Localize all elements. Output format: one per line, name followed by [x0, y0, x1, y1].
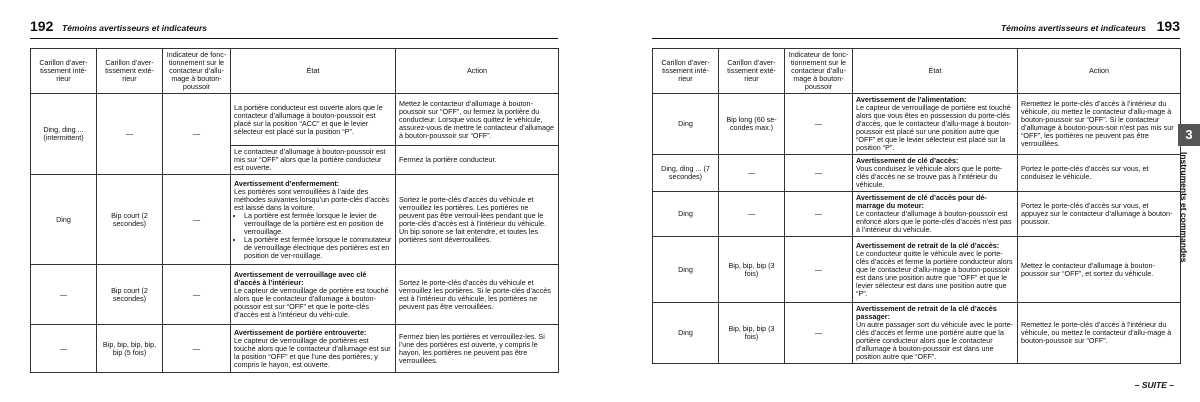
etat-title: Avertissement de portière entrouverte: [234, 327, 367, 337]
continued-footer: – SUITE – [1134, 380, 1174, 390]
etat-text: Le capteur de verrouillage de portières est touché alors que le contacteur d’allumage est sur la position “OFF” et que l’une des portières, y compris le hayon, est ouverte. [234, 335, 391, 369]
table-row [31, 265, 559, 325]
cell-exterior: — [719, 155, 785, 192]
col-header-etat: État [231, 49, 396, 94]
cell-indicator: — [163, 325, 231, 373]
cell-indicator: — [785, 192, 853, 237]
cell-indicator: — [785, 155, 853, 192]
page-header [652, 20, 1180, 39]
header-title: Témoins avertisseurs et indicateurs [62, 23, 208, 33]
col-header-exterior: Carillon d’aver-tissement exté-rieur [97, 49, 163, 94]
etat-title: Avertissement de retrait de la clé d’accès passager: [856, 304, 997, 321]
cell-action: Remettez le porte-clés d’accès à l’intérieur du véhicule, ou mettez le contacteur d’allu-mage à bouton-poussoir sur “OFF”. Si le contacteur d’allumage à bouton-pous-soir n’est pas mis sur “OFF”, les portières ne peuvent pas être verrouillées. [1018, 94, 1181, 155]
etat-title: Avertissement de verrouillage avec clé d’accès à l’intérieur: [234, 269, 367, 287]
cell-etat [853, 303, 1018, 364]
list-item: • La portière est fermée lorsque le commutateur de verrouillage électrique des portières est en position de ver-rouillage. [244, 236, 392, 260]
cell-interior: Ding [653, 94, 719, 155]
etat-text: Le capteur de verrouillage de portière est touché alors que vous êtes en possession du porte-clés d’accès, que le contacteur d’allu-mage à bouton-poussoir est placé sur une position autre que “OFF” et que le levier sélecteur est placé sur la position “P”. [856, 103, 1012, 152]
cell-exterior: Bip court (2 secondes) [97, 175, 163, 265]
etat-title: Avertissement d’enfermement: [234, 178, 340, 188]
chapter-tab: 3 [1178, 124, 1200, 146]
etat-text: Le capteur de verrouillage de portière est touché alors que le contacteur d’allumage à bouton-poussoir est sur “OFF” et que le porte-clés d’accès est à l’intérieur du véhi-cule. [234, 285, 389, 319]
cell-interior: Ding, ding ... (7 secondes) [653, 155, 719, 192]
cell-indicator: — [163, 265, 231, 325]
cell-exterior: Bip long (60 se-condes max.) [719, 94, 785, 155]
etat-text: Le conducteur quitte le véhicule avec le porte-clés d’accès et ferme la portière conducteur alors que le contacteur d’allu-mage à bouton-poussoir est dans une position autre que “OFF” et que le levier sélecteur est dans une position autre que “P”. [856, 248, 1013, 298]
cell-interior: Ding [653, 303, 719, 364]
cell-action: Sortez le porte-clés d’accès du véhicule et verrouillez les portières. Les portières ne peuvent pas être verrouil-lées pendant que le porte-clés d’accès est à l’intérieur du véhicule. Un bip sonore se fait entendre, et toutes les portières sont déverrouillées. [396, 175, 559, 265]
cell-indicator: — [785, 237, 853, 303]
etat-title: Avertissement de clé d’accès: [856, 156, 959, 165]
table-row [653, 94, 1181, 155]
table-row [653, 237, 1181, 303]
table-header-row [31, 49, 559, 94]
cell-etat [853, 237, 1018, 303]
cell-action: Mettez le contacteur d’allumage à bouton-poussoir sur “OFF”, ou fermez la portière du conducteur. Lorsque vous quittez le véhicule, assurez-vous de mettre le contacteur d’allumage à bouton-poussoir sur “OFF”. [396, 94, 559, 146]
chapter-side-title [1181, 152, 1197, 297]
col-header-interior: Carillon d’aver-tissement inté-rieur [653, 49, 719, 94]
cell-exterior: Bip, bip, bip (3 fois) [719, 303, 785, 364]
cell-interior: Ding [31, 175, 97, 265]
table-row [31, 94, 559, 146]
cell-etat: Le contacteur d’allumage à bouton-poussoir est mis sur “OFF” alors que la portière conducteur est ouverte. [231, 146, 396, 175]
cell-etat [853, 155, 1018, 192]
cell-indicator: — [785, 303, 853, 364]
col-header-action: Action [396, 49, 559, 94]
table-row [31, 175, 559, 265]
cell-etat [231, 265, 396, 325]
etat-title: Avertissement de l’alimentation: [856, 95, 967, 104]
etat-bullets [234, 212, 392, 260]
cell-exterior: — [719, 192, 785, 237]
etat-title: Avertissement de clé d’accès pour dé-marrage du moteur: [856, 193, 987, 210]
cell-etat: La portière conducteur est ouverte alors que le contacteur d’allumage à bouton-poussoir est placé sur la position “ACC” et que le levier sélecteur est placé sur la position “P”. [231, 94, 396, 146]
cell-etat [853, 192, 1018, 237]
warning-table [30, 48, 559, 373]
cell-action: Fermez la portière conducteur. [396, 146, 559, 175]
table-row [653, 155, 1181, 192]
cell-exterior: — [97, 94, 163, 175]
page-header [30, 20, 558, 39]
cell-indicator: — [163, 94, 231, 175]
cell-exterior: Bip court (2 secondes) [97, 265, 163, 325]
page-number: 193 [1156, 18, 1180, 34]
etat-text: Les portières sont verrouillées à l’aide des méthodes suivantes lorsqu’un porte-clés d’accès est laissé dans la voiture. [234, 186, 390, 212]
cell-interior: — [31, 325, 97, 373]
table-row [653, 303, 1181, 364]
etat-text: Un autre passager sort du véhicule avec le porte-clés d’accès et ferme une portière autre que la portière conducteur alors que le contacteur d’allumage à bouton-poussoir est dans une position autre que “OFF”. [856, 320, 1014, 361]
cell-indicator: — [785, 94, 853, 155]
etat-title: Avertissement de retrait de la clé d’accès: [856, 240, 1000, 250]
cell-interior: — [31, 265, 97, 325]
page-number: 192 [30, 18, 54, 34]
cell-action: Sortez le porte-clés d’accès du véhicule et verrouillez les portières. Si le porte-clés d’accès est à l’intérieur du véhicule, les portières ne peuvent pas être verrouillées. [396, 265, 559, 325]
col-header-indicator: Indicateur de fonc-tionnement sur le contacteur d’allu-mage à bouton-poussoir [785, 49, 853, 94]
cell-action: Fermez bien les portières et verrouillez-les. Si l’une des portières est ouverte, y compris le hayon, les portières ne peuvent pas être verrouillées. [396, 325, 559, 373]
cell-etat [231, 175, 396, 265]
cell-interior: Ding [653, 192, 719, 237]
cell-etat [853, 94, 1018, 155]
etat-text: Le contacteur d’allumage à bouton-poussoir est enfoncé alors que le porte-clés d’accès n’est pas à l’intérieur du véhicule. [856, 209, 1012, 234]
cell-action: Portez le porte-clés d’accès sur vous, et appuyez sur le contacteur d’allumage à bouton-poussoir. [1018, 192, 1181, 237]
table-row [31, 325, 559, 373]
col-header-indicator: Indicateur de fonc-tionnement sur le contacteur d’allu-mage à bouton-poussoir [163, 49, 231, 94]
col-header-interior: Carillon d’aver-tissement inté-rieur [31, 49, 97, 94]
cell-interior: Ding, ding ... (intermittent) [31, 94, 97, 175]
cell-exterior: Bip, bip, bip (3 fois) [719, 237, 785, 303]
list-item: • La portière est fermée lorsque le levier de verrouillage de la portière est en position de verrouillage. [244, 212, 392, 236]
cell-indicator: — [163, 175, 231, 265]
cell-etat [231, 325, 396, 373]
table-header-row [653, 49, 1181, 94]
chapter-title: Instruments et commandes [1179, 152, 1189, 263]
warning-table [652, 48, 1181, 364]
cell-action: Remettez le porte-clés d’accès à l’intérieur du véhicule, ou mettez le contacteur d’allu-mage à bouton-poussoir sur “OFF”. [1018, 303, 1181, 364]
right-page [600, 0, 1200, 402]
col-header-action: Action [1018, 49, 1181, 94]
header-title: Témoins avertisseurs et indicateurs [1000, 23, 1146, 33]
etat-text: Vous conduisez le véhicule alors que le porte-clés d’accès ne se trouve pas à l’intérieur du véhicule. [856, 164, 1003, 189]
col-header-exterior: Carillon d’aver-tissement exté-rieur [719, 49, 785, 94]
table-row [653, 192, 1181, 237]
cell-exterior: Bip, bip, bip, bip, bip (5 fois) [97, 325, 163, 373]
cell-action: Portez le porte-clés d’accès sur vous, et conduisez le véhicule. [1018, 155, 1181, 192]
col-header-etat: État [853, 49, 1018, 94]
cell-interior: Ding [653, 237, 719, 303]
cell-action: Mettez le contacteur d’allumage à bouton-poussoir sur “OFF”, et sortez du véhicule. [1018, 237, 1181, 303]
